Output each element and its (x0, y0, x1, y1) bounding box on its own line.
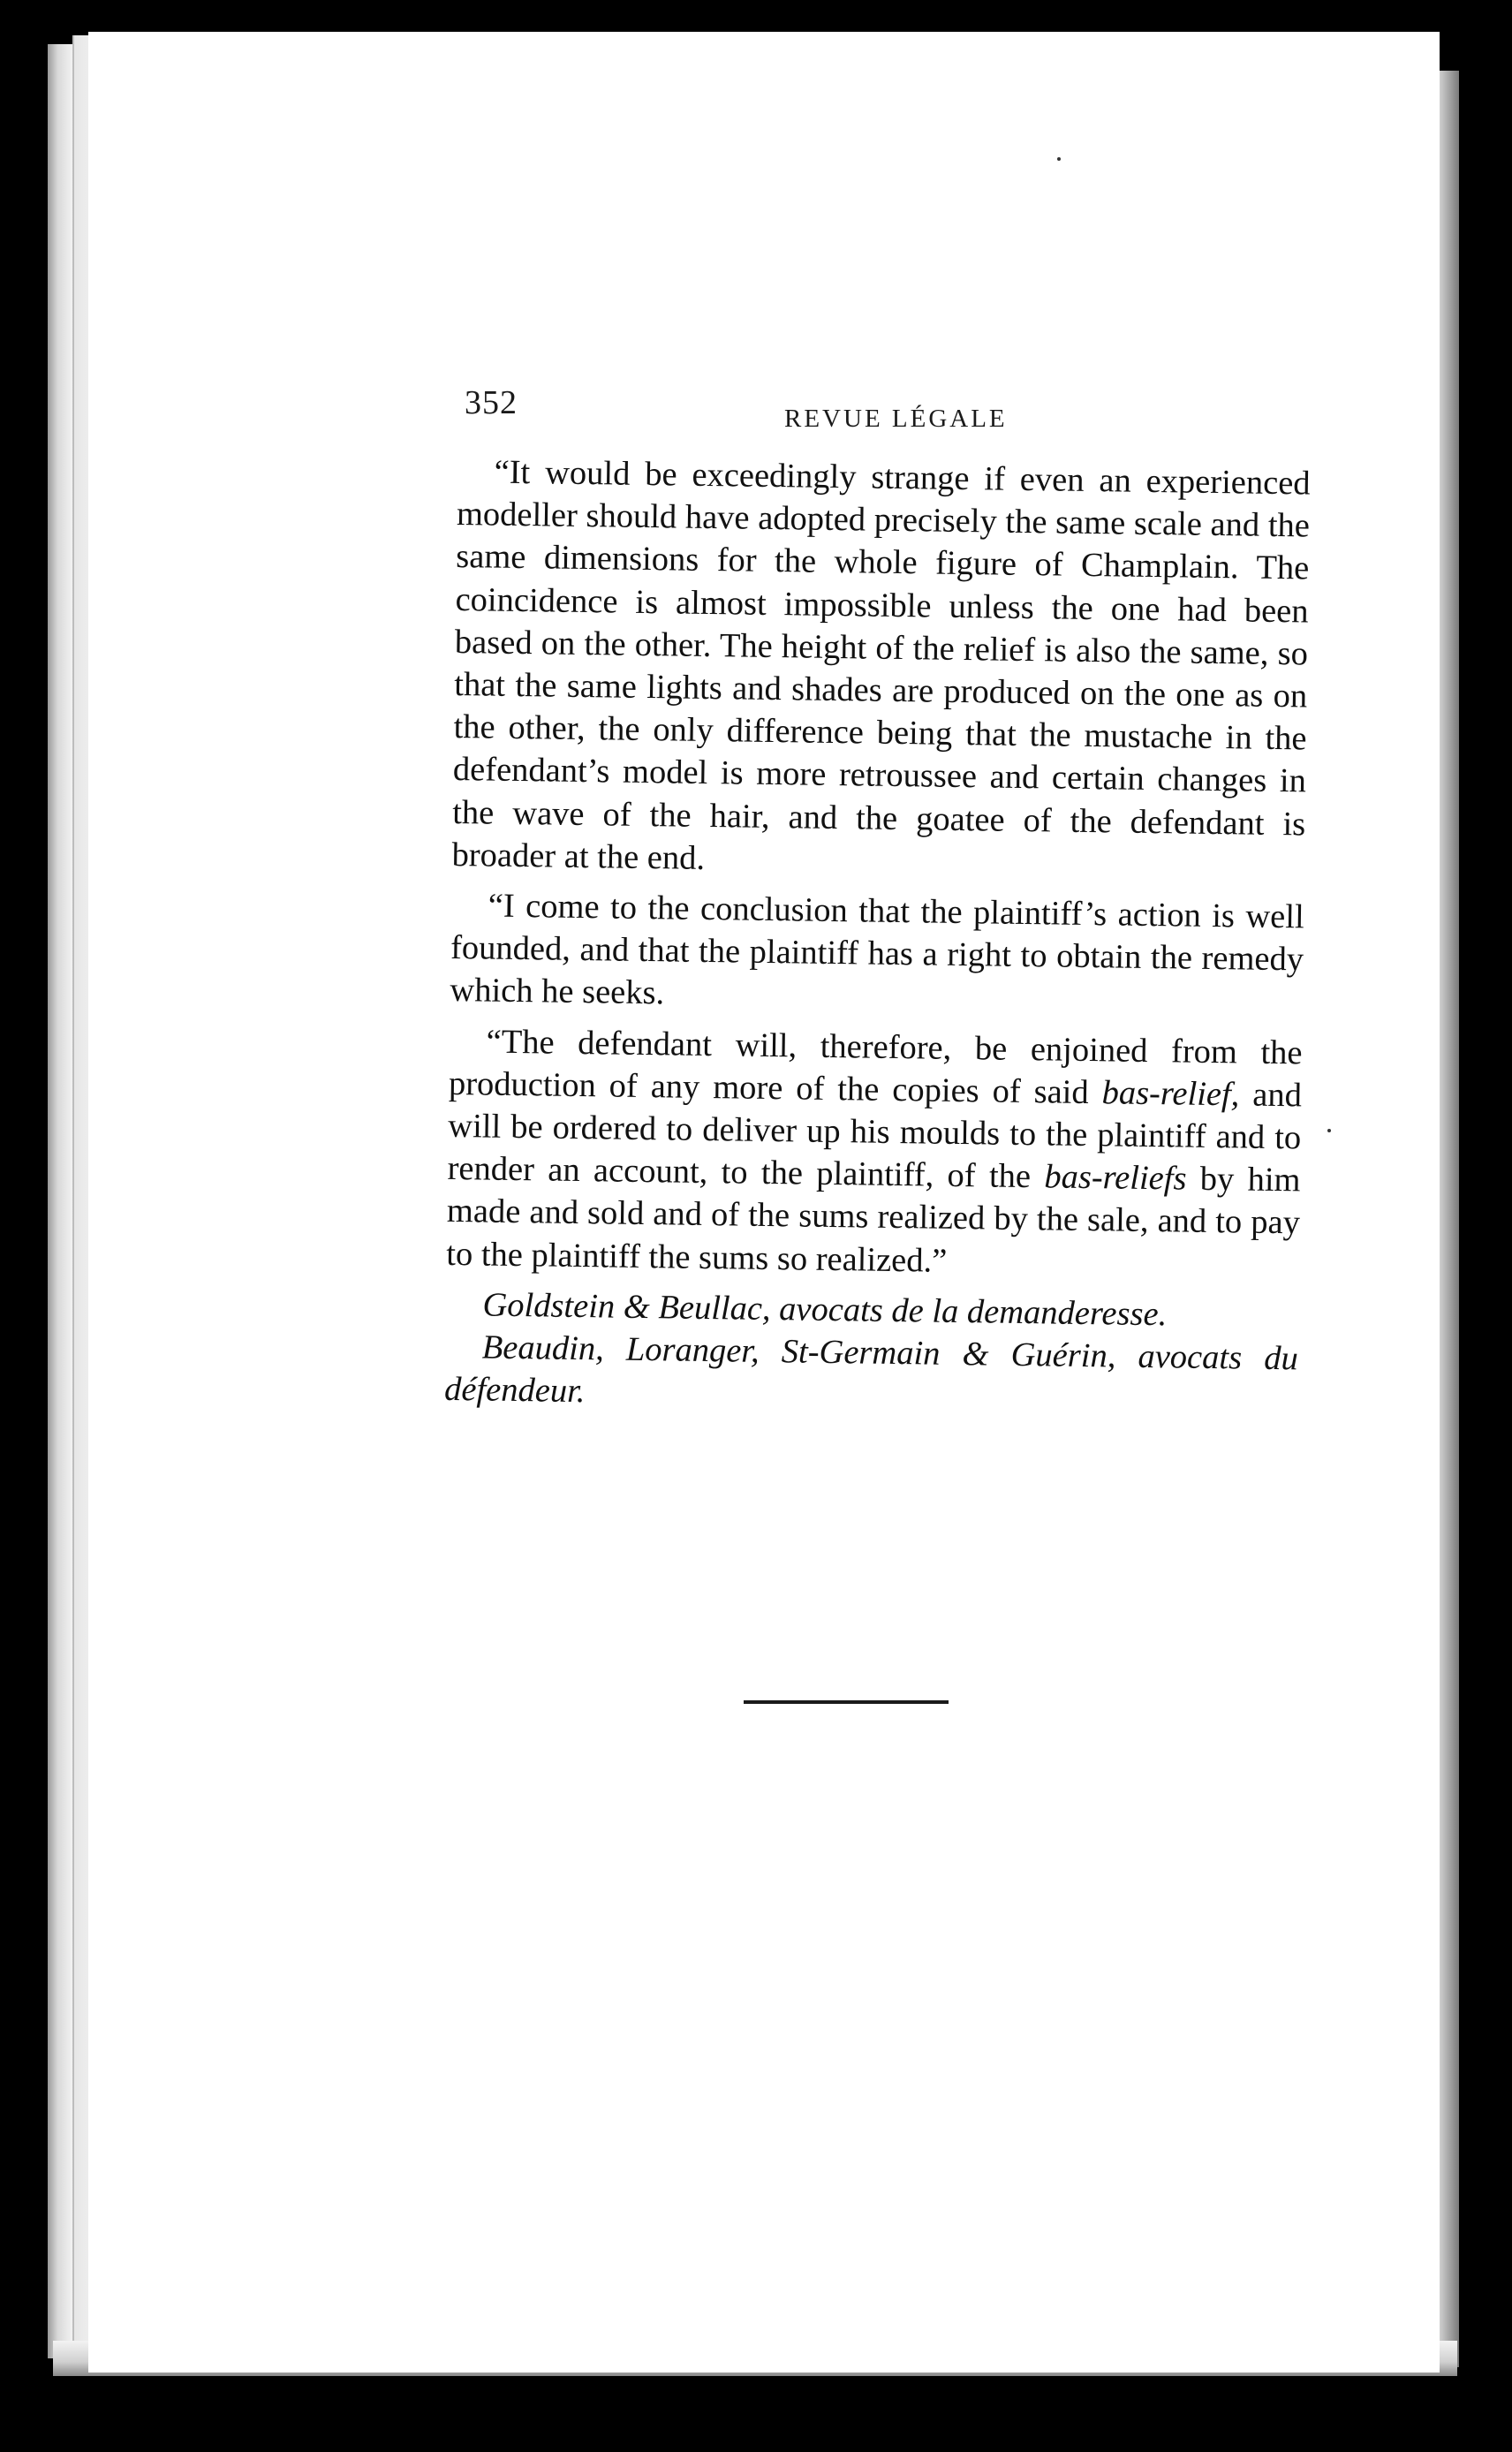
scan-speck (1057, 157, 1061, 161)
paragraph-3-italic-2: bas-reliefs (1044, 1158, 1187, 1198)
running-head: REVUE LÉGALE (784, 405, 1008, 433)
counsel-defendant: Beaudin, Loranger, St-Germain & Guérin, avocats du défendeur. (443, 1328, 1299, 1411)
paragraph-3-part-1: “The defendant will, therefore, be enjoined from the production of any more of the copies of said (448, 1023, 1303, 1112)
book-page-edge-left (48, 44, 72, 2358)
page-number: 352 (465, 384, 518, 421)
body-text (444, 450, 1311, 1423)
paragraph-2: “I come to the conclusion that the plaintiff’s action is well founded, and that the plaintiff has a right to obtain the remedy which he seeks. (450, 887, 1305, 1012)
paragraph-3-part-3: by him made and sold and of the sums realized by the sale, and to pay to the plaintiff the sums so realized.” (446, 1160, 1301, 1280)
end-rule (744, 1700, 949, 1704)
paragraph-3-part-2: and will be ordered to deliver up his moulds to the plaintiff and to render an account, to the plaintiff, of the (447, 1076, 1303, 1196)
paragraph-3 (446, 1020, 1303, 1288)
page-header (465, 383, 1348, 436)
paragraph-3-italic-1: bas-relief, (1101, 1074, 1240, 1114)
book-page-edge-right (1440, 71, 1459, 2367)
counsel-plaintiff: Goldstein & Beullac, avocats de la demanderesse. (482, 1286, 1168, 1334)
scan-speck (1327, 1129, 1331, 1132)
paragraph-1: “It would be exceedingly strange if even an experienced modeller should have adopted precisely the same scale and the same dimensions for the whole figure of Champlain. The coincidence is almost impossible unless the one had been based on the other. The height of the relief is also the same, so that the same lights and shades are produced on the one as on the other, the only difference being that the mustache in the defendant’s model is more retroussee and certain changes in the wave of the hair, and the goatee of the defendant is broader at the end. (451, 453, 1311, 877)
